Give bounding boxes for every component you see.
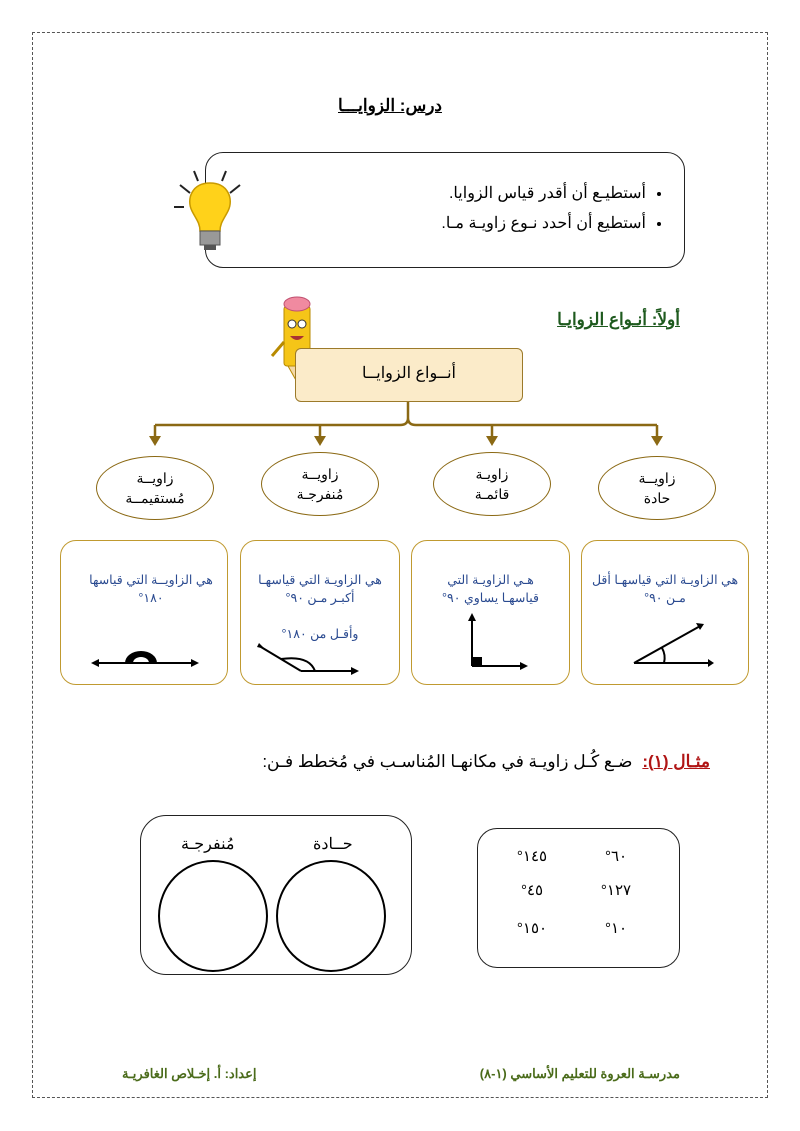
type-straight-label: زاويــة مُستقيمــة [96,456,214,520]
lesson-title: درس: الزوايـــا [338,96,442,115]
angle-value: ٦٠° [604,848,628,865]
straight-angle-icon [61,541,229,686]
example-label: مثـال (١): [642,752,710,771]
straight-definition-card: هي الزاويــة التي قياسها ١٨٠° [60,540,228,685]
angles-box [477,828,680,968]
right-definition-card: هـي الزاويـة التي قياسهـا يساوي ٩٠° [411,540,570,685]
objective: • أستطيع أن أحدد نـوع زاويـة مـا. [441,209,646,239]
obtuse-angle-icon [241,541,401,686]
acute-angle-icon [582,541,750,686]
footer-school: مدرسـة العروة للتعليم الأساسي (١-٨) [479,1066,680,1081]
angle-value: ١٥٠° [516,920,548,937]
obtuse-definition-card: هي الزاويـة التي قياسهـا أكبـر مـن ٩٠° وأقـل من ١٨٠° [240,540,400,685]
venn-diagram [140,815,412,975]
example-instruction [262,752,710,772]
objective: • أستطيـع أن أقدر قياس الزوايا. [441,179,646,209]
example-text: ضـع كُـل زاويـة في مكانهـا المُناسـب في مُخطط فـن: [262,752,633,771]
section-heading: أولاً: أنـواع الزوايـا [557,310,680,329]
angle-value: ١٤٥° [516,848,548,865]
acute-definition-card: هي الزاويـة التي قياسهـا أقل مـن ٩٠° [581,540,749,685]
angle-value: ١٢٧° [600,882,632,899]
footer-author: إعداد: أ. إخـلاص الغافريـة [122,1066,257,1081]
tree-root-box: أنــواع الزوايــا [295,348,523,402]
venn-label-acute: حــادة [313,836,353,853]
angle-value: ١٠° [604,920,628,937]
venn-label-obtuse: مُنفرجـة [181,836,235,853]
type-right-label: زاويـة قائمـة [433,452,551,516]
angle-value: ٤٥° [520,882,544,899]
lightbulb-icon [170,165,250,255]
type-obtuse-label: زاويــة مُنفرجـة [261,452,379,516]
tree-connectors [0,400,800,450]
objectives-box [205,152,685,268]
venn-circle-acute[interactable] [276,860,386,972]
right-angle-icon [412,541,571,686]
venn-circle-obtuse[interactable] [158,860,268,972]
type-acute-label: زاويــة حادة [598,456,716,520]
